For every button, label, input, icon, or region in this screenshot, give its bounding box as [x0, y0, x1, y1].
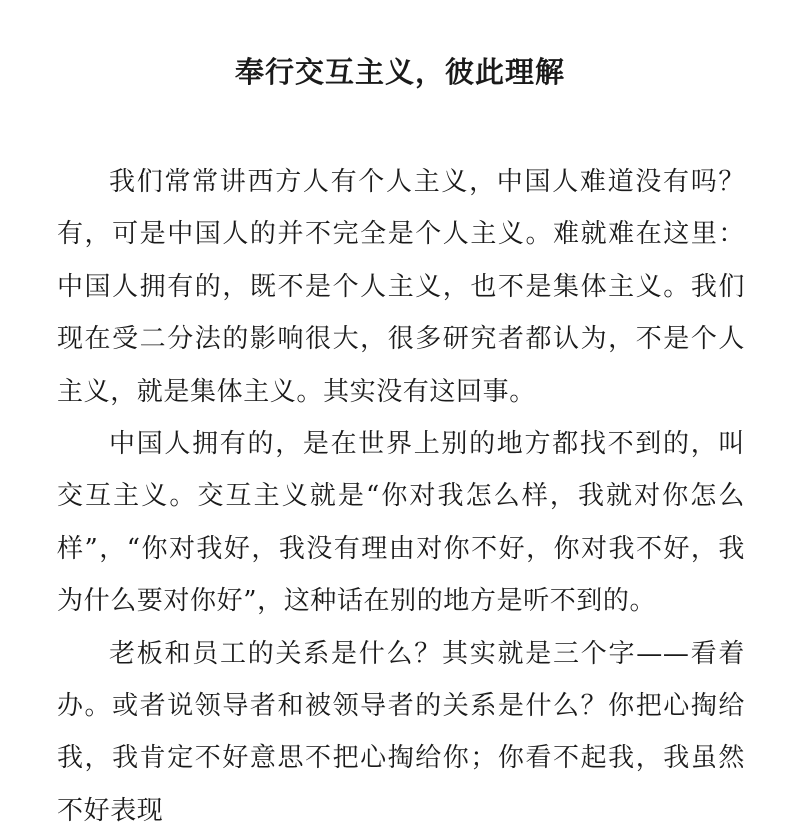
body-text	[57, 156, 745, 837]
paragraph-3: 老板和员工的关系是什么？其实就是三个字——看着办。或者说领导者和被领导者的关系是什么？你把心掏给我，我肯定不好意思不把心掏给你；你看不起我，我虽然不好表现	[57, 638, 745, 826]
paragraph-2: 中国人拥有的，是在世界上别的地方都找不到的，叫交互主义。交互主义就是“你对我怎么样，我就对你怎么样”，“你对我好，我没有理由对你不好，你对我不好，我为什么要对你好”，这种话在别的地方是听不到的。	[57, 429, 745, 617]
paragraph-1: 我们常常讲西方人有个人主义，中国人难道没有吗？有，可是中国人的并不完全是个人主义。难就难在这里：中国人拥有的，既不是个人主义，也不是集体主义。我们现在受二分法的影响很大，很多研究者都认为，不是个人主义，就是集体主义。其实没有这回事。	[57, 167, 745, 407]
chapter-title: 奉行交互主义，彼此理解	[234, 55, 565, 89]
